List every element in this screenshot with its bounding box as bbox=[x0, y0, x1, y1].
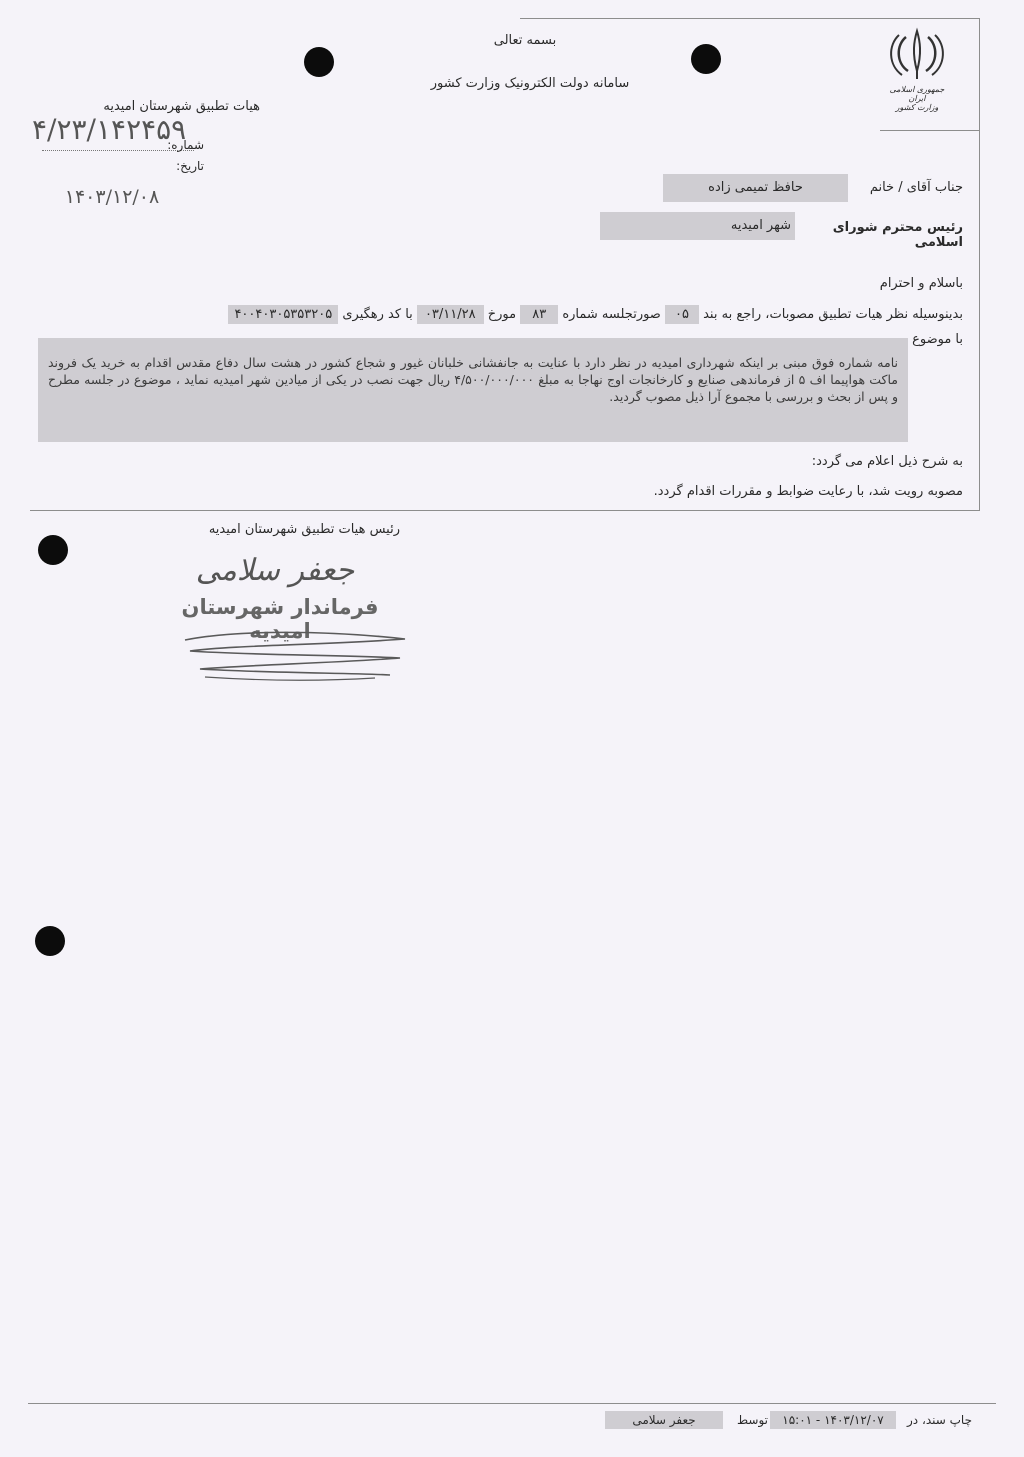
footer-print-datetime: ۱۵:۰۱ - ۱۴۰۳/۱۲/۰۷ bbox=[770, 1411, 896, 1429]
frame-bottom bbox=[30, 510, 980, 511]
announce-text: به شرح ذیل اعلام می گردد: bbox=[811, 454, 963, 469]
dated-label: مورخ bbox=[487, 307, 517, 322]
punch-hole bbox=[38, 535, 68, 565]
iran-emblem bbox=[884, 27, 950, 127]
emblem-caption-1: جمهوری اسلامی ایران bbox=[889, 85, 945, 103]
invocation-text: بسمه تعالی bbox=[493, 33, 557, 48]
subject-text: نامه شماره فوق مبنی بر اینکه شهرداری امیدیه در نظر دارد با عنایت به جانفشانی خلبانان غیور و شجاع کشور در هشت سال دفاع مقدس اقدام به خرید یک فروند ماکت هواپیما اف ۵ از فرماندهی صنایع و کارخانجات اوج نهاجا به مبلغ ۴/۵۰۰/۰۰۰/۰۰۰ ریال جهت نصب در یکی از میادین شهر امیدیه نماید ، موضوع در جلسه مطرح و پس از بحث و بررسی با مجموع آرا ذیل مصوب گردید. bbox=[38, 338, 908, 442]
footer-printed-by: جعفر سلامی bbox=[605, 1411, 723, 1429]
emblem-caption-2: وزارت کشور bbox=[895, 103, 939, 112]
recipient-name: حافظ تمیمی زاده bbox=[663, 174, 848, 202]
official-stamp-text: فرماندار شهرستان امیدیه bbox=[181, 595, 379, 643]
punch-hole bbox=[304, 47, 334, 77]
frame-header-divider bbox=[880, 130, 980, 131]
minutes-label: صورتجلسه شماره bbox=[562, 307, 661, 322]
footer-by-label: توسط bbox=[737, 1413, 768, 1427]
date-value: ۱۴۰۳/۱۲/۰۸ bbox=[64, 186, 160, 208]
clause-number: ۰۵ bbox=[665, 305, 699, 324]
punch-hole bbox=[691, 44, 721, 74]
handwritten-signature-name: جعفر سلامی bbox=[195, 553, 355, 588]
recipient-title: رئیس محترم شورای اسلامی bbox=[832, 220, 963, 250]
frame-right bbox=[979, 18, 980, 510]
punch-hole bbox=[35, 926, 65, 956]
ref-prefix: بدینوسیله نظر هیات تطبیق مصوبات، راجع به بند bbox=[703, 307, 963, 322]
signature-scribble bbox=[175, 625, 415, 685]
tracking-label: با کد رهگیری bbox=[342, 307, 413, 322]
number-underline bbox=[42, 150, 194, 151]
org-name: هیات تطبیق شهرستان امیدیه bbox=[103, 99, 260, 114]
tracking-code: ۴۰۰۴۰۳۰۵۳۵۳۲۰۵ bbox=[228, 305, 338, 324]
date-label: تاریخ: bbox=[176, 159, 204, 173]
recipient-city: شهر امیدیه bbox=[600, 212, 795, 240]
number-label: شماره: bbox=[167, 138, 204, 152]
minutes-number: ۸۳ bbox=[520, 305, 558, 324]
footer-divider bbox=[28, 1403, 996, 1404]
footer-print-label: چاپ سند، در bbox=[907, 1413, 972, 1427]
number-value: ۴/۲۳/۱۴۲۴۵۹ bbox=[32, 113, 187, 146]
signer-role: رئیس هیات تطبیق شهرستان امیدیه bbox=[208, 522, 400, 537]
system-title: سامانه دولت الکترونیک وزارت کشور bbox=[430, 76, 630, 91]
emblem-icon bbox=[884, 27, 950, 81]
minutes-date: ۰۳/۱۱/۲۸ bbox=[417, 305, 484, 324]
decision-text: مصوبه رویت شد، با رعایت ضوابط و مقررات اقدام گردد. bbox=[653, 484, 963, 499]
greeting: باسلام و احترام bbox=[879, 276, 963, 291]
subject-label: با موضوع bbox=[912, 332, 963, 347]
salutation-label: جناب آقای / خانم bbox=[869, 180, 963, 195]
reference-line bbox=[38, 302, 963, 328]
frame-top bbox=[520, 18, 980, 19]
